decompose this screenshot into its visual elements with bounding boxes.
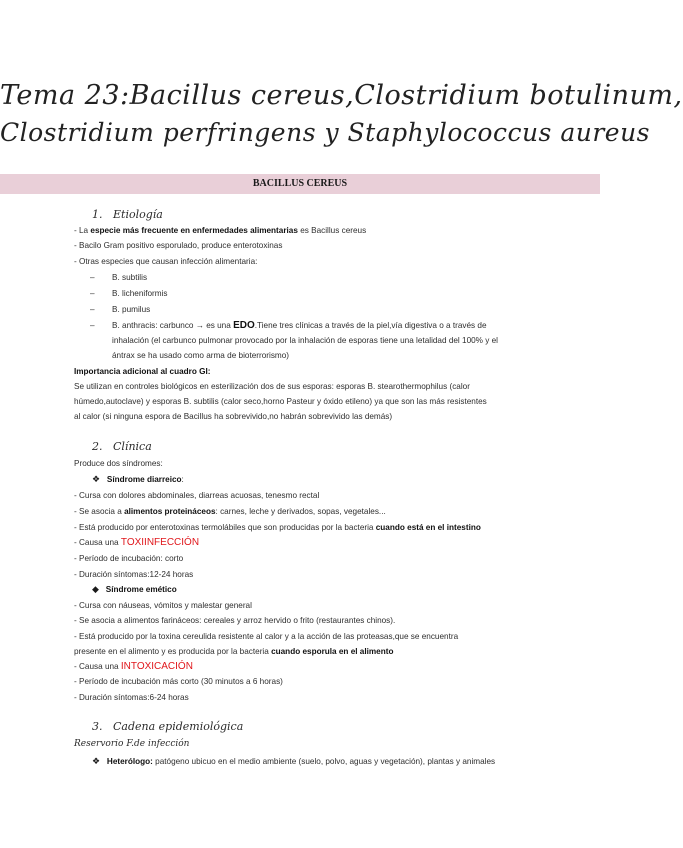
anthracis-line-2: inhalación (el carbunco pulmonar provocado por la inhalación de esporas tiene una letalidad del 100% y el xyxy=(112,336,498,345)
diarreico-line-6: - Duración síntomas:12-24 horas xyxy=(74,570,194,579)
bold-text: Síndrome emético xyxy=(105,585,177,594)
bold-text: cuando está en el intestino xyxy=(375,523,481,532)
importancia-line-1: Se utilizan en controles biológicos en esterilización dos de sus esporas: esporas B. stearothermophilus (calor xyxy=(74,382,470,391)
diarreico-line-3 xyxy=(74,522,481,533)
diarreico-line-4 xyxy=(74,537,199,548)
diarreico-line-2 xyxy=(74,506,386,517)
highlight-red-text: TOXIINFECCIÓN xyxy=(120,537,200,548)
species-item: – B. licheniformis xyxy=(90,289,168,298)
etiologia-line-2: - Bacilo Gram positivo esporulado, produce enterotoxinas xyxy=(74,241,283,250)
emetico-line-6: - Período de incubación más corto (30 minutos a 6 horas) xyxy=(74,677,283,686)
bold-text: Heterólogo: xyxy=(106,757,153,766)
species-name: B. licheniformis xyxy=(112,289,168,298)
text: : carnes, leche y derivados, sopas, vegetales... xyxy=(215,507,386,516)
species-item-anthracis: – B. anthracis: carbunco → es una EDO.Tiene tres clínicas a través de la piel,vía digestiva o a través de xyxy=(90,320,487,331)
bold-text: EDO xyxy=(233,320,255,331)
heading-number: 2. xyxy=(92,440,103,453)
text: presente en el alimento y es producida por la bacteria xyxy=(74,647,272,656)
text: .Tiene tres clínicas a través de la piel,vía digestiva o a través de xyxy=(254,321,487,330)
text: - La xyxy=(74,226,91,235)
emetico-line-7: - Duración síntomas:6-24 horas xyxy=(74,693,189,702)
section-band xyxy=(0,174,600,194)
importancia-title xyxy=(74,366,211,377)
text: - Está producido por enterotoxinas termolábiles que son producidas por la bacteria xyxy=(74,523,376,532)
emetico-line-4 xyxy=(74,646,393,657)
diarreico-title xyxy=(92,474,184,485)
title-line-1: Tema 23:Bacillus cereus,Clostridium botulinum, xyxy=(0,80,683,111)
bold-text: especie más frecuente en enfermedades alimentarias xyxy=(90,226,298,235)
importancia-line-2: húmedo,autoclave) y esporas B. subtilis (calor seco,horno Pasteur y óxido etileno) ya que son las más resistentes xyxy=(74,397,487,406)
heading-text: Clínica xyxy=(113,440,152,453)
emetico-line-1: - Cursa con náuseas, vómitos y malestar general xyxy=(74,601,252,610)
text: : xyxy=(181,475,184,484)
bold-text: Síndrome diarreico xyxy=(106,475,182,484)
title-line-2: Clostridium perfringens y Staphylococcus aureus xyxy=(0,118,651,147)
text: - Se asocia a xyxy=(74,507,125,516)
emetico-line-3: - Está producido por la toxina cereulida resistente al calor y a la acción de las proteasas,que se encuentra xyxy=(74,632,459,641)
text: es Bacillus cereus xyxy=(297,226,367,235)
bold-text: Importancia adicional al cuadro GI: xyxy=(74,367,211,376)
emetico-line-5 xyxy=(74,661,193,672)
text: B. anthracis: carbunco → es una xyxy=(112,321,234,330)
heading-text: Cadena epidemiológica xyxy=(113,720,244,733)
species-name: B. pumilus xyxy=(112,305,151,314)
importancia-line-3: al calor (si ninguna espora de Bacillus ha sobrevivido,no habrán sobrevivido las demás) xyxy=(74,412,393,421)
etiologia-line-1 xyxy=(74,225,366,236)
diamond-bullet-icon: ❖ xyxy=(92,474,101,484)
etiologia-line-3: - Otras especies que causan infección alimentaria: xyxy=(74,257,258,266)
clinica-intro: Produce dos síndromes: xyxy=(74,459,163,468)
diarreico-line-1: - Cursa con dolores abdominales, diarreas acuosas, tenesmo rectal xyxy=(74,491,320,500)
text: - Causa una xyxy=(74,662,121,671)
text: - Causa una xyxy=(74,538,121,547)
species-item: – B. pumilus xyxy=(90,305,151,314)
heading-text: Etiología xyxy=(113,208,163,221)
heterologo-line xyxy=(92,756,495,767)
heading-number: 3. xyxy=(92,720,103,733)
highlight-red-text: INTOXICACIÓN xyxy=(120,661,193,672)
bold-text: cuando esporula en el alimento xyxy=(271,647,394,656)
heading-etiologia xyxy=(92,208,163,221)
reservorio-subheading: Reservorio F.de infección xyxy=(74,739,190,749)
text: patógeno ubicuo en el medio ambiente (suelo, polvo, aguas y vegetación), plantas y animales xyxy=(152,757,496,766)
heading-cadena xyxy=(92,720,243,733)
section-band-label: BACILLUS CEREUS xyxy=(252,178,348,189)
diamond-bullet-icon: ◆ xyxy=(92,584,99,594)
emetico-line-2: - Se asocia a alimentos farináceos: cereales y arroz hervido o frito (restaurantes chinos). xyxy=(74,616,396,625)
heading-clinica xyxy=(92,440,152,453)
emetico-title xyxy=(92,584,177,595)
species-item: – B. subtilis xyxy=(90,273,148,282)
anthracis-line-3: ántrax se ha usado como arma de bioterrorismo) xyxy=(112,351,290,360)
heading-number: 1. xyxy=(92,208,103,221)
bold-text: alimentos proteináceos xyxy=(124,507,216,516)
diarreico-line-5: - Período de incubación: corto xyxy=(74,554,184,563)
diamond-bullet-icon: ❖ xyxy=(92,756,101,766)
species-name: B. subtilis xyxy=(112,273,148,282)
